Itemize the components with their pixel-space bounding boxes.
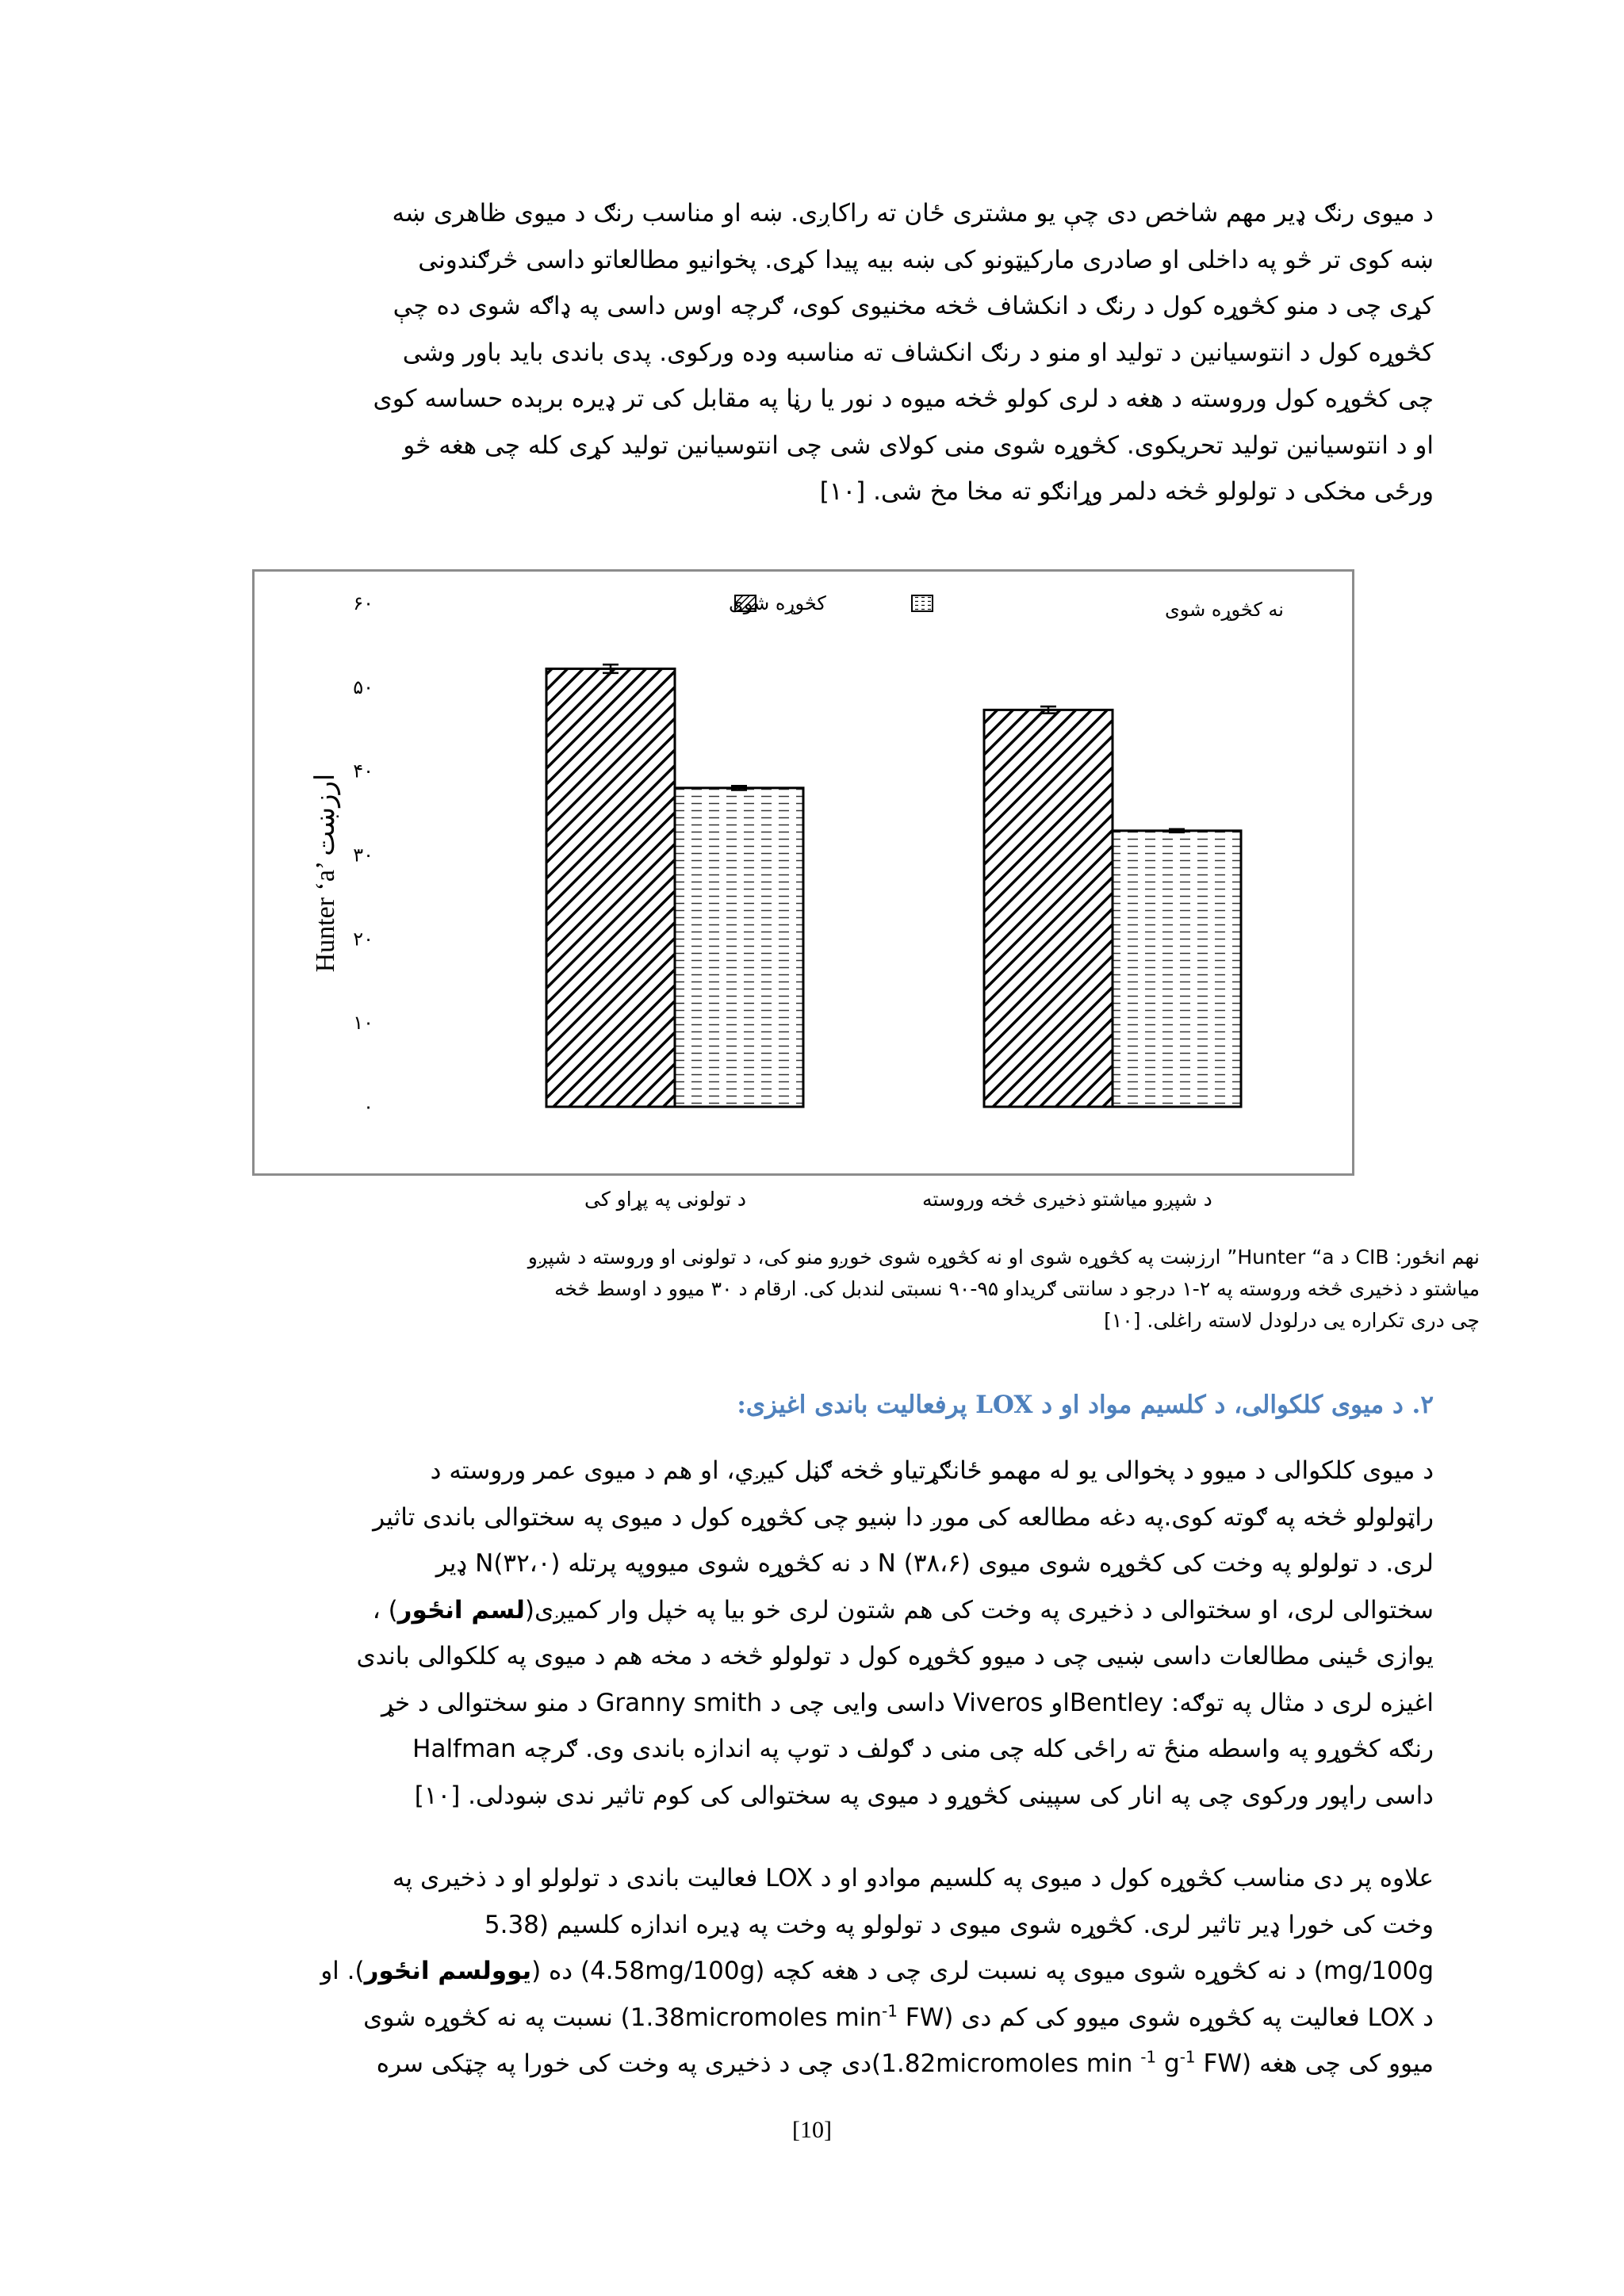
caption-line: نهم انځور: CIB د Hunter “a” ارزښت په کڅوړه شوی او نه کڅوړه شوی خوږو منو کی، د تولونی او وروسته د شپږو bbox=[527, 1246, 1480, 1269]
paragraph-3 bbox=[190, 1855, 1434, 2087]
x-category-label: د تولونی په پړاو کی bbox=[584, 1188, 746, 1211]
paragraph-2 bbox=[190, 1448, 1434, 1819]
legend-label-non-bagged: نه کڅوړه شوی bbox=[1165, 599, 1284, 621]
bar-bagged bbox=[984, 710, 1113, 1107]
paragraph-line: اغیزه لری د مثال په توګه: Bentleyاو Viveros داسی وایی چی د Granny smith د منو سختوالی د خړ bbox=[381, 1688, 1434, 1717]
paragraph-line: کڅوړه کول د انتوسیانین د تولید او منو د رنګ انکشاف ته مناسبه وده ورکوی. پدی باندی باید باور وشی bbox=[402, 338, 1434, 367]
bar-non-bagged bbox=[1113, 831, 1241, 1107]
paragraph-line: علاوه پر دی مناسب کڅوړه کول د میوی په کلسیم موادو او د LOX فعالیت باندی د تولولو او د ذخیری په bbox=[392, 1864, 1434, 1892]
paragraph-1 bbox=[190, 190, 1434, 515]
y-tick-label: ۰ bbox=[363, 1096, 373, 1118]
y-tick-label: ۲۰ bbox=[353, 928, 373, 951]
paragraph-line: وخت کی خورا ډیر تاثیر لری. کڅوړه شوی میوی د تولولو په وخت په ډیره اندازه کلسیم (5.38 bbox=[484, 1910, 1434, 1939]
paragraph-line: داسی راپور ورکوی چی په انار کی سپینی کڅوړو د میوی په سختوالی کی کوم تاثیر ندی ښودلی. [۱۰] bbox=[414, 1781, 1434, 1810]
paragraph-line: میوو کی چی هغه (1.82micromoles min $^{-1}$ $g^{-1}$ FW)دی چی د ذخیری په وخت کی خورا په چټکی سره bbox=[376, 2047, 1434, 2078]
y-tick-label: ۴۰ bbox=[353, 760, 373, 783]
paragraph-line: یوازی ځینی مطالعات داسی ښیی چی د میوو کڅوړه کول د تولولو څخه د مخه هم د میوی په کلکوالی باندی bbox=[356, 1642, 1434, 1670]
paragraph-line: د میوی رنګ ډیر مهم شاخص دی چې یو مشتری ځان ته راکاږی. ښه او مناسب رنګ د میوی ظاهری ښه bbox=[392, 199, 1434, 228]
paragraph-line: ورځی مخکی د تولولو څخه دلمر وړانګو ته مخا مخ شی. [۱۰] bbox=[819, 477, 1434, 506]
y-tick-label: ۳۰ bbox=[353, 844, 373, 867]
y-tick-label: ۵۰ bbox=[353, 675, 373, 698]
paragraph-line: mg/100g) د نه کڅوړه شوی میوی په نسبت لری چی د هغه کچه (4.58mg/100g) ده (یوولسم انځور). او bbox=[320, 1957, 1434, 1985]
superscript: -1 bbox=[1179, 2047, 1196, 2067]
figure-reference: یوولسم انځور bbox=[364, 1957, 532, 1985]
section-heading: ۲. د میوی کلکوالی، د کلسیم مواد او د LOX پرفعالیت باندی اغیزی: bbox=[737, 1391, 1434, 1419]
y-axis-label: Hunter ‘a’ ارزښت bbox=[311, 773, 340, 973]
superscript: -1 bbox=[881, 2001, 898, 2021]
legend-label-bagged: کڅوړه شوی bbox=[729, 592, 826, 614]
page-number: [10] bbox=[792, 2117, 832, 2143]
paragraph-line: رنګه کڅوړو په واسطه منځ ته راځی کله چی منی د ګولف د توپ په اندازه باندی وی. ګرچه Halfman bbox=[412, 1735, 1434, 1763]
paragraph-line: ښه کوی تر څو په داخلی او صادری مارکیټونو کی ښه بیه پیدا کړی. پخوانیو مطالعاتو داسی څرګندونی bbox=[418, 245, 1434, 274]
paragraph-line: او د انتوسیانین تولید تحریکوی. کڅوړه شوی منی کولای شی چی انتوسیانین تولید کړی کله چی هغه څو bbox=[403, 430, 1434, 460]
paragraph-line: راټولولو څخه په ګوته کوی.په دغه مطالعه کی موږ دا ښیو چی کڅوړه کول د میوی په سختوالی باندی تاثیر bbox=[373, 1502, 1434, 1532]
figure-reference: لسم انځور bbox=[397, 1595, 525, 1624]
paragraph-line: لری. د تولولو په وخت کی کڅوړه شوی میوی (۳۸،۶) N د نه کڅوړه شوی میووپه پرتله (۳۲،۰)N ډیر bbox=[435, 1549, 1434, 1578]
bar-chart bbox=[255, 572, 1352, 1173]
paragraph-line: د LOX فعالیت په کڅوړه شوی میوو کی کم دی (1.38micromoles $\min^{-1} FW$) نسبت په نه کڅوړه شوی bbox=[363, 2001, 1434, 2032]
bar-non-bagged bbox=[675, 788, 803, 1107]
paragraph-line: چی کڅوړه کول وروسته د هغه د لری کولو څخه میوه د نور یا رڼا په مقابل کی تر ډیره برېده حساسه کوی bbox=[373, 385, 1434, 413]
caption-line: چی دری تکراره یی درلودل لاسته راغلی. [۱۰] bbox=[1104, 1309, 1480, 1332]
bar-chart-frame bbox=[252, 569, 1354, 1176]
y-tick-label: ۶۰ bbox=[353, 592, 373, 614]
caption-line: میاشتو د ذخیری څخه وروسته په ۲-۱ درجو د سانتی ګریداو ۹۵-۹۰ نسبتی لندبل کی. ارقام د ۳۰ میوو د اوسط څخه bbox=[554, 1277, 1480, 1300]
superscript: -1 bbox=[1140, 2047, 1157, 2067]
paragraph-line: د میوی کلکوالی د میوو د پخوالی یو له مهمو ځانګړتیاو څخه ګڼل کیږي، او هم د میوی عمر وروسته د bbox=[430, 1456, 1434, 1485]
x-category-label: د شپږو میاشتو ذخیری څخه وروسته bbox=[922, 1188, 1212, 1211]
bar-bagged bbox=[546, 669, 675, 1107]
paragraph-line: سختوالی لری، او سختوالی د ذخیری په وخت کی هم شتون لری خو بیا په خپل وار کمیږی(لسم انځور) ، bbox=[372, 1595, 1434, 1624]
figure-caption bbox=[132, 1242, 1480, 1337]
paragraph-line: کړی چی د منو کڅوړه کول د رنګ د انکشاف څخه مخنیوی کوی، ګرچه اوس داسی په ډاګه شوی ده چې bbox=[393, 292, 1434, 320]
legend-swatch-non-bagged bbox=[912, 595, 933, 611]
y-tick-label: ۱۰ bbox=[353, 1012, 373, 1035]
